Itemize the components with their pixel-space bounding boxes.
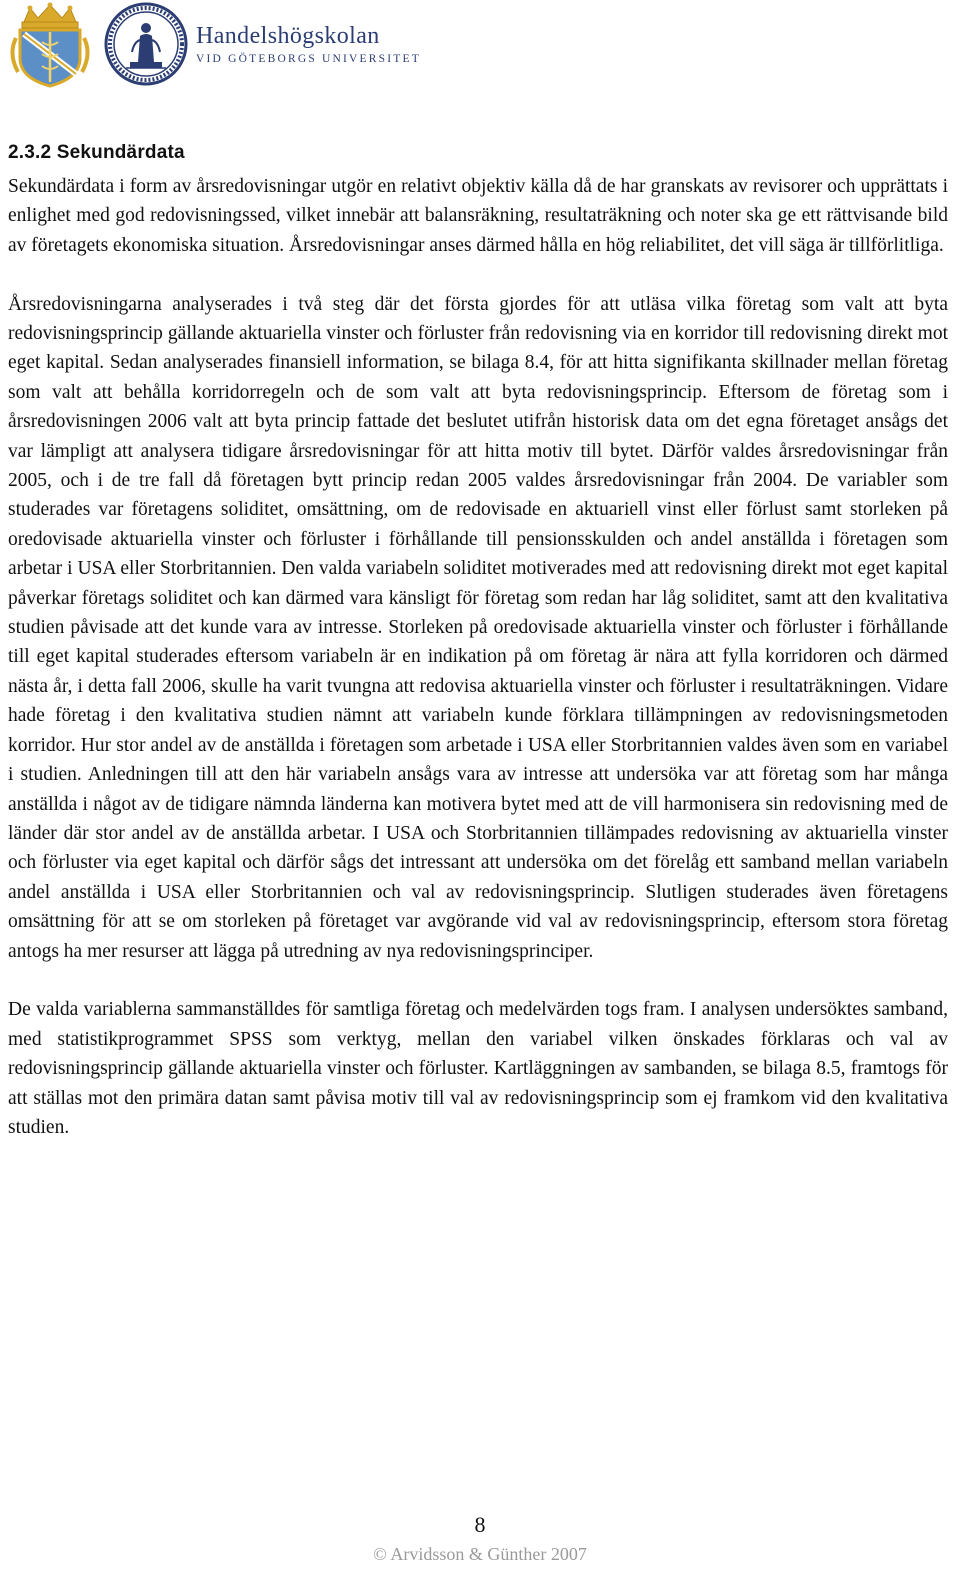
section-heading: 2.3.2 Sekundärdata	[8, 142, 185, 163]
document-content	[8, 140, 948, 1142]
institution-subtitle: VID GÖTEBORGS UNIVERSITET	[196, 53, 421, 65]
page-footer	[0, 1512, 960, 1566]
paragraph-2: Årsredovisningarna analyserades i två steg där det första gjordes för att utläsa vilka företag som valt att byta redovisningsprincip gällande aktuariella vinster och förluster från redovisning via en korridor till redovisning direkt mot eget kapital. Sedan analyserades finansiell information, se bilaga 8.4, för att hitta signifikanta skillnader mellan företag som valt att behålla korridorregeln och de som valt att byta redovisningsprincip. Eftersom de företag som i årsredovisningen 2006 valt att byta princip fattade det beslutet utifrån historisk data om det egna företaget ansågs det var lämpligt att analysera tidigare årsredovisningar för att hitta motiv till bytet. Därför valdes årsredovisningar från 2005, och i de tre fall då företagen bytt princip redan 2005 valdes årsredovisningar från 2004. De variabler som studerades var företagens soliditet, omsättning, om de redovisade en aktuariell vinst eller förlust samt storleken på oredovisade aktuariella vinster och förluster i förhållande till pensionsskulden och andel anställda i företagen som arbetar i USA eller Storbritannien. Den valda variabeln soliditet motiverades med att redovisning direkt mot eget kapital påverkar företags soliditet och kan därmed vara känsligt för företag som redan har låg soliditet, samt att den kvalitativa studien påvisade att det kunde vara av intresse. Storleken på oredovisade aktuariella vinster och förluster i förhållande till eget kapital studerades eftersom variabeln är en indikation på om företag är nära att fylla korridoren och därmed nästa år, i detta fall 2006, skulle ha varit tvungna att redovisa aktuariella vinster och förluster i resultaträkningen. Vidare hade företag i den kvalitativa studien nämnt att variabeln kunde förklara tillämpningen av redovisningsmetoden korridor. Hur stor andel av de anställda i företagen som arbetade i USA eller Storbritannien valdes även som en variabel i studien. Anledningen till att den här variabeln ansågs vara av intresse att undersöka var att företag som har många anställda i något av de tidigare nämnda länderna kan motivera bytet med att de vill harmonisera sin redovisning med de länder där stor andel av de anställda arbetar. I USA och Storbritannien tillämpades redovisning av aktuariella vinster och förluster via eget kapital och därför sågs det intressant att undersöka om det förelåg ett samband mellan variabeln andel anställda i USA eller Storbritannien och val av redovisningsprincip. Slutligen studerades även företagens omsättning för att se om storleken på företaget var avgörande vid val av redovisningsprincip, eftersom stora företag antogs ha mer resurser att lägga på utredning av nya redovisningsprinciper.	[8, 293, 948, 962]
gothenburg-crest-icon	[6, 2, 94, 93]
copyright-notice: © Arvidsson & Günther 2007	[373, 1544, 587, 1564]
institution-name: Handelshögskolan	[196, 23, 380, 49]
university-seal-icon	[104, 2, 188, 91]
page-number: 8	[474, 1512, 486, 1537]
paragraph-1: Sekundärdata i form av årsredovisningar utgör en relativt objektiv källa då de har granskats av revisorer och upprättats i enlighet med god redovisningssed, vilket innebär att balansräkning, resultaträkning och noter ska ge ett rättvisande bild av företagets ekonomiska situation. Årsredovisningar anses därmed hålla en hög reliabilitet, det vill säga är tillförlitliga.	[8, 176, 948, 256]
page-header	[6, 2, 426, 88]
paragraph-3: De valda variablerna sammanställdes för samtliga företag och medelvärden togs fram. I analysen undersöktes samband, med statistikprogrammet SPSS som verktyg, mellan den variabel vilken önskades förklaras och val av redovisningsprincip gällande aktuariella vinster och förluster. Kartläggningen av sambanden, se bilaga 8.5, framtogs för att ställas mot den primära datan samt påvisa motiv till val av redovisningsprincip som ej framkom vid den kvalitativa studien.	[8, 999, 948, 1138]
institution-wordmark	[196, 22, 421, 66]
